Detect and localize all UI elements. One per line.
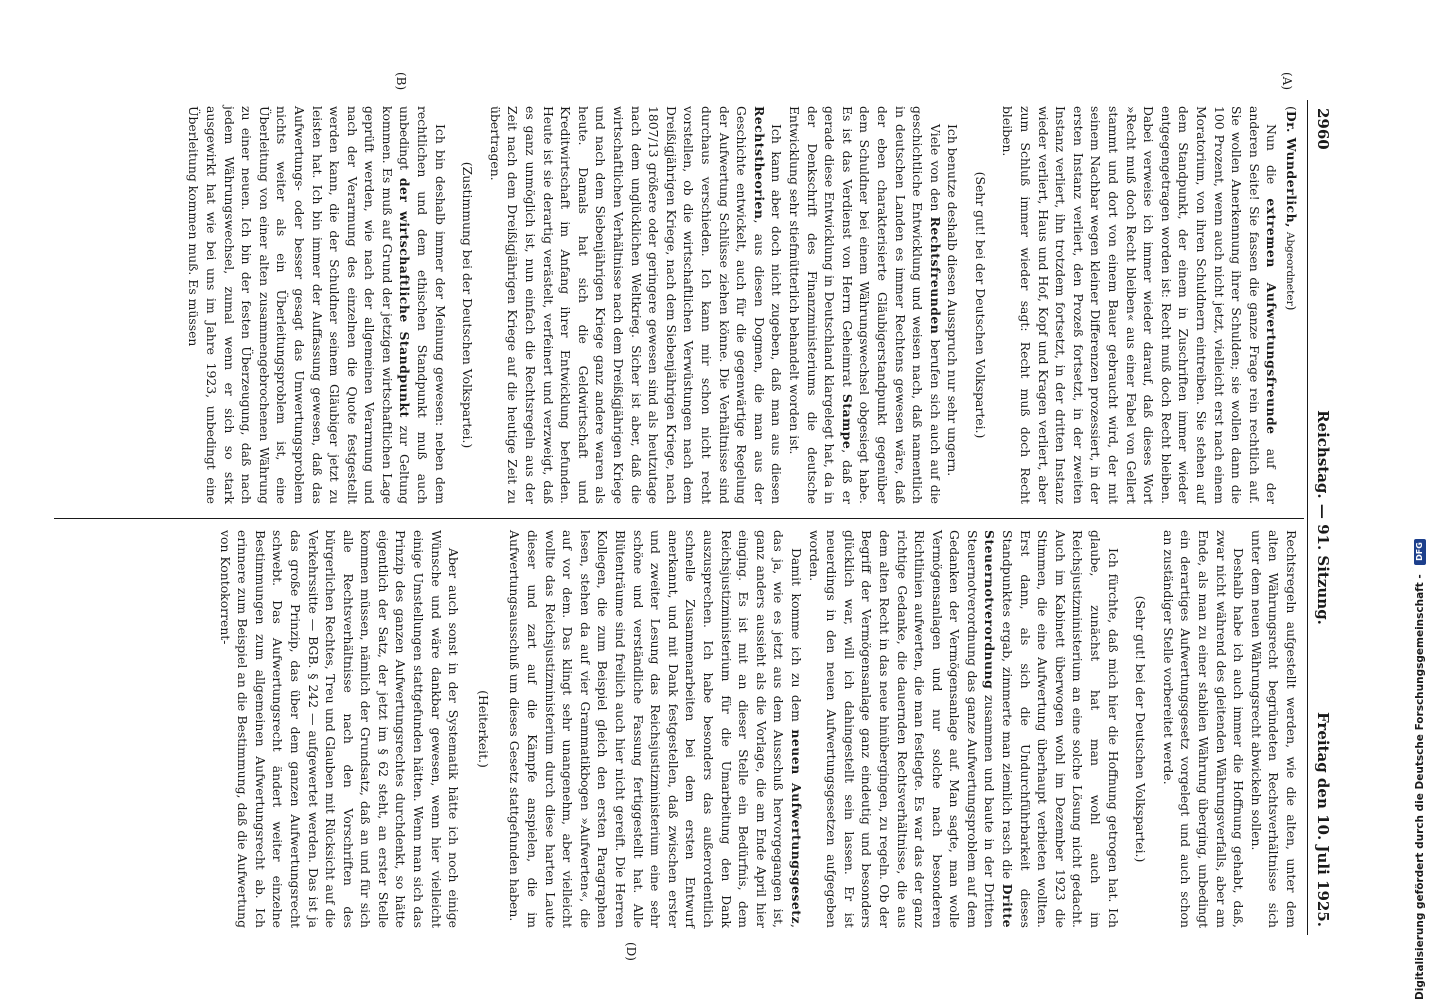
dfg-logo [1414,539,1426,565]
emphasis: der wirtschaftliche Standpunkt [397,177,413,418]
header-rule [1307,100,1308,935]
paragraph: Deshalb habe ich auch immer die Hoffnung gehabt, daß, zwar nicht während des gleitenden Währungsverfalls, aber am Ende, als man zu einer stabilen Währung überging, unbedingt ein derartiges Aufwertungsgesetz vorgelegt und auch schon an zuständiger Stelle vorbereitet werde. [1160,530,1247,928]
emphasis: Rechtsfreunden [927,216,943,335]
text-run: , daß er gerade diese Entwicklung in Deutschland klargelegt hat, da in der Denkschrift des Finanzministeriums die deutsche Entwicklung sehr stiefmütterlich behandelt worden ist. [786,106,855,505]
page-title: Reichstag. — 91. Sitzung. [1314,410,1332,625]
paragraph [805,530,1122,928]
text-run: Damit komme ich zu dem [788,548,804,730]
paragraph [785,106,943,504]
interjection: (Heiterkeit.) [475,690,491,768]
right-column [216,530,1300,928]
emphasis: Rechtstheorien [751,106,767,220]
text-run: Ich bin deshalb immer der Meinung gewesen: neben dem rechtlichen und dem ethischen Standpunkt muß auch unbedingt [397,106,448,504]
session-date: Freitag den 10. Juli 1925. [1314,712,1332,927]
page-content [48,72,1338,961]
interjection: (Sehr gut! bei der Deutschen Volkspartei.) [1133,595,1149,863]
interjection: (Sehr gut! bei der Deutschen Volkspartei.) [972,171,988,439]
speaker-name: Dr. Wunderlich, [1284,110,1299,228]
text-run: Ich kann aber doch nicht zugeben, daß man aus diesen [769,124,785,504]
page-header [1308,100,1338,935]
paragraph [185,106,449,504]
text-run: Nun die [1264,124,1280,199]
margin-marker-a: (A) [1280,72,1294,91]
text-run: , das ja, wie es jetzt aus dem Ausschuß hervorgegangen ist, ganz anders aussieht als die Vorlage, die am Ende April hier einging. Es ist mit an dieser Stelle ein Bedürfnis, dem Reichsjustizministerium für die Umarbeitung den Dank auszusprechen. Ich habe besonders das außerordentlich schnelle Zusammenarbeiten bei dem ersten Entwurf anerkannt, und mit Dank festgestellen, daß zwischen erster und zweiter Lesung das Reichsjustizministerium eine sehr schöne und verständliche Fassung fertiggestellt hat. Alle Blütenträume sind freilich auch hier nicht gereift. Die Herren Kollegen, die zum Beispiel gleich den ersten Paragraphen lesen, stehen da auf vier Grammatikbogen »Aufwerten«, die auf vor dem. Das klingt sehr unangenehm, aber vielleicht wollte das Reichsjustizministerium durch diese harten Laute dieser und zart auf die Kämpfe anspielen, die im Aufwertungsausschuß um dieses Gesetz stattgefunden haben. [507,530,804,928]
text-run: auf der anderen Seite! Sie fassen die ganze Frage rein rechtlich auf. Sie wollen Anerkennung ihrer Schulden; sie wollen dann die 100 Prozent, wenn auch nicht jetzt, vielleicht erst nach einem Moratorium, von ihren Schuldnern eintreiben. Sie stehen auf dem Standpunkt, der einem in Zuschriften immer wieder entgegengetragen worden ist: Recht muß doch Recht bleiben. Dabei verweise ich immer wieder darauf, daß dieses Wort »Recht muß doch Recht bleiben« aus einer Fabel von Gellert stammt und dort von einem Bauer gebraucht wird, der mit seinem Nachbar wegen kleiner Differenzen prozessiert, in der ersten Instanz verliert, den Prozeß fortsetzt, in der zweiten Instanz verliert, ihn trotzdem fortsetzt, in der dritten Instanz wieder verliert, Haus und Hof, Kopf und Kragen verliert, aber zum Schluß immer wieder sagt: Recht muß doch Recht bleiben. [1000,106,1280,504]
column-divider [54,518,1304,519]
paragraph [999,106,1281,504]
paragraph: Aber auch sonst in der Systematik hätte ich noch einige Wünsche und wäre dankbar gewesen, wenn hier vielleicht einige Umstellungen stattgefunden hätten. Wenn man sich das Prinzip des ganzen Aufwertungsrechtes durchdenkt, so hätte eigentlich der Satz, der jetzt im § 62 steht, an erster Stelle kommen müssen, nämlich der Grundsatz, daß an und für sich alle Rechtsverhältnisse nach den Vorschriften des bürgerlichen Rechtes, Treu und Glauben mit Rücksicht auf die Verkehrssitte — BGB. § 242 — aufgewertet werden. Das ist ja das große Prinzip, das über dem ganzen Aufwertungsrecht schwebt. Das Aufwertungsrecht ändert weiter einzelne Bestimmungen zum allgemeinen Aufwertungsrecht ab. Ich erinnere zum Beispiel an die Bestimmung, daß die Aufwertung von Kontokorrent- [217,530,462,928]
paragraph: Ich benutze deshalb diesen Ausspruch nur sehr ungern. [945,124,961,477]
paragraph [486,106,785,504]
text-run: Viele von den [927,124,943,217]
credit-text: Digitalisierung gefördert durch die Deutsche Forschungsgemeinschaft - [1414,574,1426,1000]
margin-marker-b: (B) [394,72,408,91]
emphasis: neuen Aufwertungsgesetz [788,729,804,925]
text-run: zusammen und baute in der Dritten Steuernotverordnung das ganze Aufwertungsproblem auf dem Gedanken der Vermögensanlage auf. Man sagte, man wolle Vermögensanlagen und nur solche nach besonderen Richtlinien aufwerten, die man festlegte. Es war das der ganz richtige Gedanke, die dauernden Rechtsverhältnisse, die aus dem alten Recht in das neue hinübergingen, zu regeln. Ob der Begriff der Vermögensanlage ganz eindeutig und besonders glücklich war, will ich dahingestellt sein lassen. Er ist neuerdings in den neuen Aufwertungsgesetzen aufgegeben worden. [806,530,998,928]
page-number: 2960 [1314,108,1332,150]
text-run: , aus diesen Dogmen, die man aus der Geschichte entwickelt, auch für die gegenwärtige Regelung der Aufwertung Schlüsse ziehen könne. Die Verhältnisse sind durchaus verschieden. Ich kann mir schon nicht recht vorstellen, ob die wirtschaftlichen Verwüstungen nach dem Dreißigjährigen Kriege, nach dem Siebenjährigen Kriege, nach 1807/13 größere oder geringere gewesen sind als heutzutage nach dem unglücklichen Weltkrieg. Sicher ist aber, daß die wirtschaftlichen Verhältnisse nach dem Dreißigjährigen Kriege und nach dem Siebenjährigen Kriege ganz andere waren als heute. Damals hat sich die Geldwirtschaft und Kreditwirtschaft im Anfang ihrer Entwicklung befunden. Heute ist sie derartig verästelt, verfeinert und verzweigt, daß es ganz unmöglich ist, nun einfach die Rechtsregeln aus der Zeit nach dem Dreißigjährigen Kriege auf die heutige Zeit zu übertragen. [487,106,767,504]
paragraph: Rechtsregeln aufgestellt werden, wie die alten, unter dem alten Währungsrecht begründeten Rechtsverhältnisse sich unter dem neuen Währungsrecht abwickeln sollen. [1248,530,1299,928]
speaker-role: Abgeordneter [1284,231,1296,306]
paragraph [506,530,805,928]
logo-text: DFG [1415,542,1424,561]
text-run: berufen sich auch auf die geschichtliche Entwicklung und weisen nach, daß namentlich in deutschen Landen es immer Rechtens gewesen wäre, daß der eben charakterisierte Gläubigerstandpunkt gegenüber dem Schuldner bei einem Währungswechsel obgesiegt habe. Es ist das Verdienst von Herrn Geheimrat [839,106,943,505]
emphasis: Dritte Steuernotverordnung [982,530,1016,928]
margin-marker-d: (D) [624,942,638,961]
emphasis: Stampe [839,393,855,450]
text-run: Ich fürchte, daß mich hier die Hoffnung getrogen hat. Ich glaube, zunächst hat man wohl auch im Reichsjustizministerium an eine solche Lösung nicht gedacht. Auch im Kabinett überwogen wohl im Dezember 1923 die Stimmen, die eine Aufwertung überhaupt verbieten wollten. Erst dann, als sich die Undurchführbarkeit dieses Standpunktes ergab, zimmerte man ziemlich rasch die [1000,530,1121,928]
interjection: (Zustimmung bei der Deutschen Volkspartei.) [460,161,476,449]
emphasis: extremen Aufwertungsfreunde [1264,198,1280,435]
digitization-credit [1414,0,1430,1000]
left-column [185,106,1300,504]
text-run: zur Geltung kommen. Es muß auf Grund der jetzigen wirtschaftlichen Lage geprüft werden, wie nach der allgemeinen Verarmung und nach der Verarmung des einzelnen die Quote festgestellt werden kann, die der Schuldner seinem Gläubiger jetzt zu leisten hat. Ich bin immer der Auffassung gewesen, daß das Aufwertungs- oder besser gesagt das Umwertungsproblem nichts weiter als ein Überleitungsproblem ist, eine Überleitung von einer alten zusammengebrochenen Währung zu einer neuen. Ich bin der festen Überzeugung, daß nach jedem Währungswechsel, zumal wenn er sich so stark ausgewirkt hat wie bei uns im Jahre 1923, unbedingt eine Überleitung kommen muß. Es müssen [186,106,413,505]
speaker-line: (Dr. Wunderlich, Abgeordneter) [1284,106,1299,311]
